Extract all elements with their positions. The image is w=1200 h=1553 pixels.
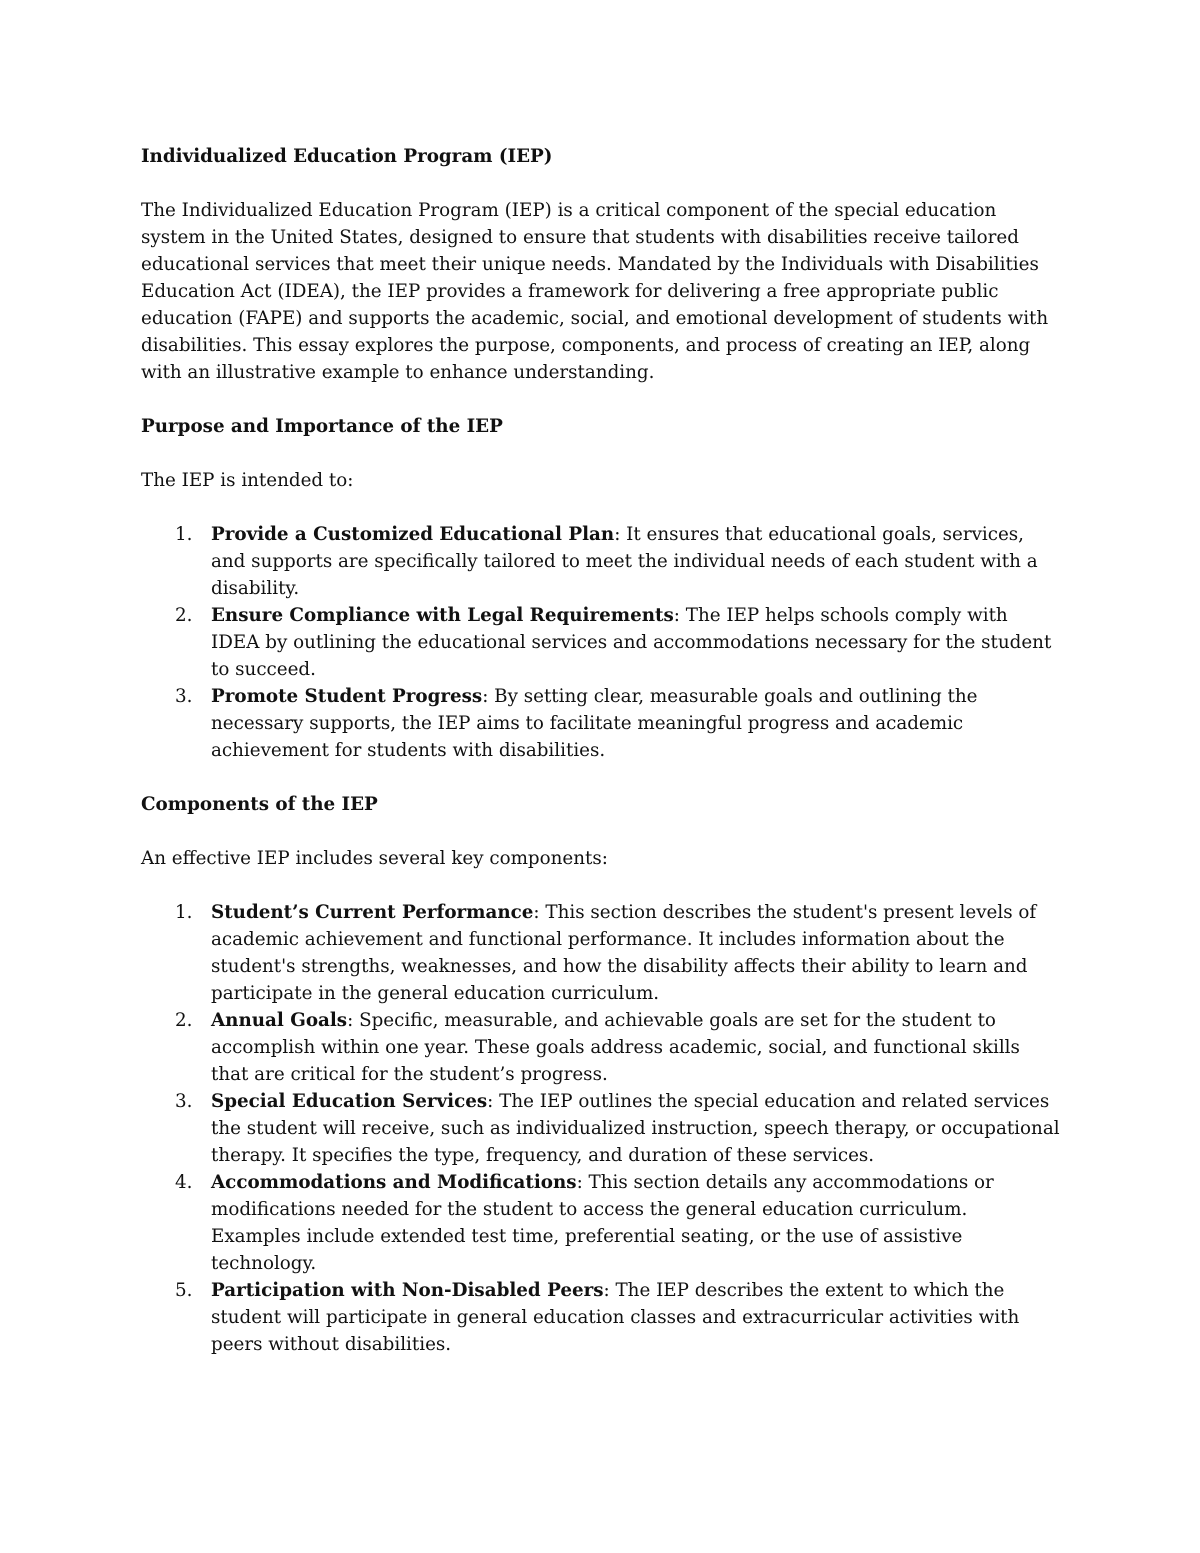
list-item-term: Participation with Non-Disabled Peers <box>211 1280 604 1301</box>
spacer <box>141 440 1061 467</box>
list-number: 2. <box>175 605 193 626</box>
list-item-text: : Specific, measurable, and achievable goals are set for the student to accomplish within one year. These goals address academic, social, and functional skills that are critical for the student’s progress. <box>211 1010 1020 1085</box>
list-item-text: : This section describes the student's present levels of academic achievement and functional performance. It includes information about the student's strengths, weaknesses, and how the disability affects their ability to learn and participate in the general education curriculum. <box>211 902 1037 1004</box>
list-number: 1. <box>175 902 193 923</box>
spacer <box>141 818 1061 845</box>
list-item-text: : The IEP outlines the special education and related services the student will receive, such as individualized instruction, speech therapy, or occupational therapy. It specifies the type, frequency, and duration of these services. <box>211 1091 1060 1166</box>
spacer <box>141 494 1061 521</box>
list-item <box>141 1277 1061 1358</box>
list-number: 4. <box>175 1172 193 1193</box>
spacer <box>141 386 1061 413</box>
list-item-term: Ensure Compliance with Legal Requirements <box>211 605 674 626</box>
list-item-term: Provide a Customized Educational Plan <box>211 524 615 545</box>
list-item <box>141 1169 1061 1277</box>
list-number: 1. <box>175 524 193 545</box>
list-number: 5. <box>175 1280 193 1301</box>
list-item <box>141 1007 1061 1088</box>
list-item-term: Special Education Services <box>211 1091 488 1112</box>
list-item-text: : The IEP helps schools comply with IDEA by outlining the educational services and accommodations necessary for the student to succeed. <box>211 605 1052 680</box>
section-lead-components: An effective IEP includes several key components: <box>141 848 608 869</box>
document-title: Individualized Education Program (IEP) <box>141 146 553 167</box>
list-item-term: Student’s Current Performance <box>211 902 534 923</box>
list-item <box>141 602 1061 683</box>
list-item-text: : It ensures that educational goals, services, and supports are specifically tailored to meet the individual needs of each student with a disability. <box>211 524 1038 599</box>
purpose-list <box>141 521 1061 764</box>
list-item <box>141 899 1061 1007</box>
list-item <box>141 683 1061 764</box>
list-item-term: Annual Goals <box>211 1010 348 1031</box>
list-item <box>141 521 1061 602</box>
list-number: 2. <box>175 1010 193 1031</box>
list-number: 3. <box>175 686 193 707</box>
spacer <box>141 170 1061 197</box>
components-list <box>141 899 1061 1358</box>
section-lead-purpose: The IEP is intended to: <box>141 470 354 491</box>
spacer <box>141 872 1061 899</box>
list-number: 3. <box>175 1091 193 1112</box>
list-item-term: Promote Student Progress <box>211 686 483 707</box>
document-page <box>141 143 1061 1358</box>
list-item-text: : This section details any accommodations or modifications needed for the student to access the general education curriculum. Examples include extended test time, preferential seating, or the use of assistive technology. <box>211 1172 994 1274</box>
list-item-text: : The IEP describes the extent to which the student will participate in general education classes and extracurricular activities with peers without disabilities. <box>211 1280 1020 1355</box>
list-item-term: Accommodations and Modifications <box>211 1172 577 1193</box>
section-heading-components: Components of the IEP <box>141 794 378 815</box>
intro-paragraph: The Individualized Education Program (IEP) is a critical component of the special education system in the United States, designed to ensure that students with disabilities receive tailored educational services that meet their unique needs. Mandated by the Individuals with Disabilities Education Act (IDEA), the IEP provides a framework for delivering a free appropriate public education (FAPE) and supports the academic, social, and emotional development of students with disabilities. This essay explores the purpose, components, and process of creating an IEP, along with an illustrative example to enhance understanding. <box>141 200 1049 383</box>
list-item-text: : By setting clear, measurable goals and outlining the necessary supports, the IEP aims to facilitate meaningful progress and academic achievement for students with disabilities. <box>211 686 978 761</box>
section-heading-purpose: Purpose and Importance of the IEP <box>141 416 503 437</box>
list-item <box>141 1088 1061 1169</box>
spacer <box>141 764 1061 791</box>
